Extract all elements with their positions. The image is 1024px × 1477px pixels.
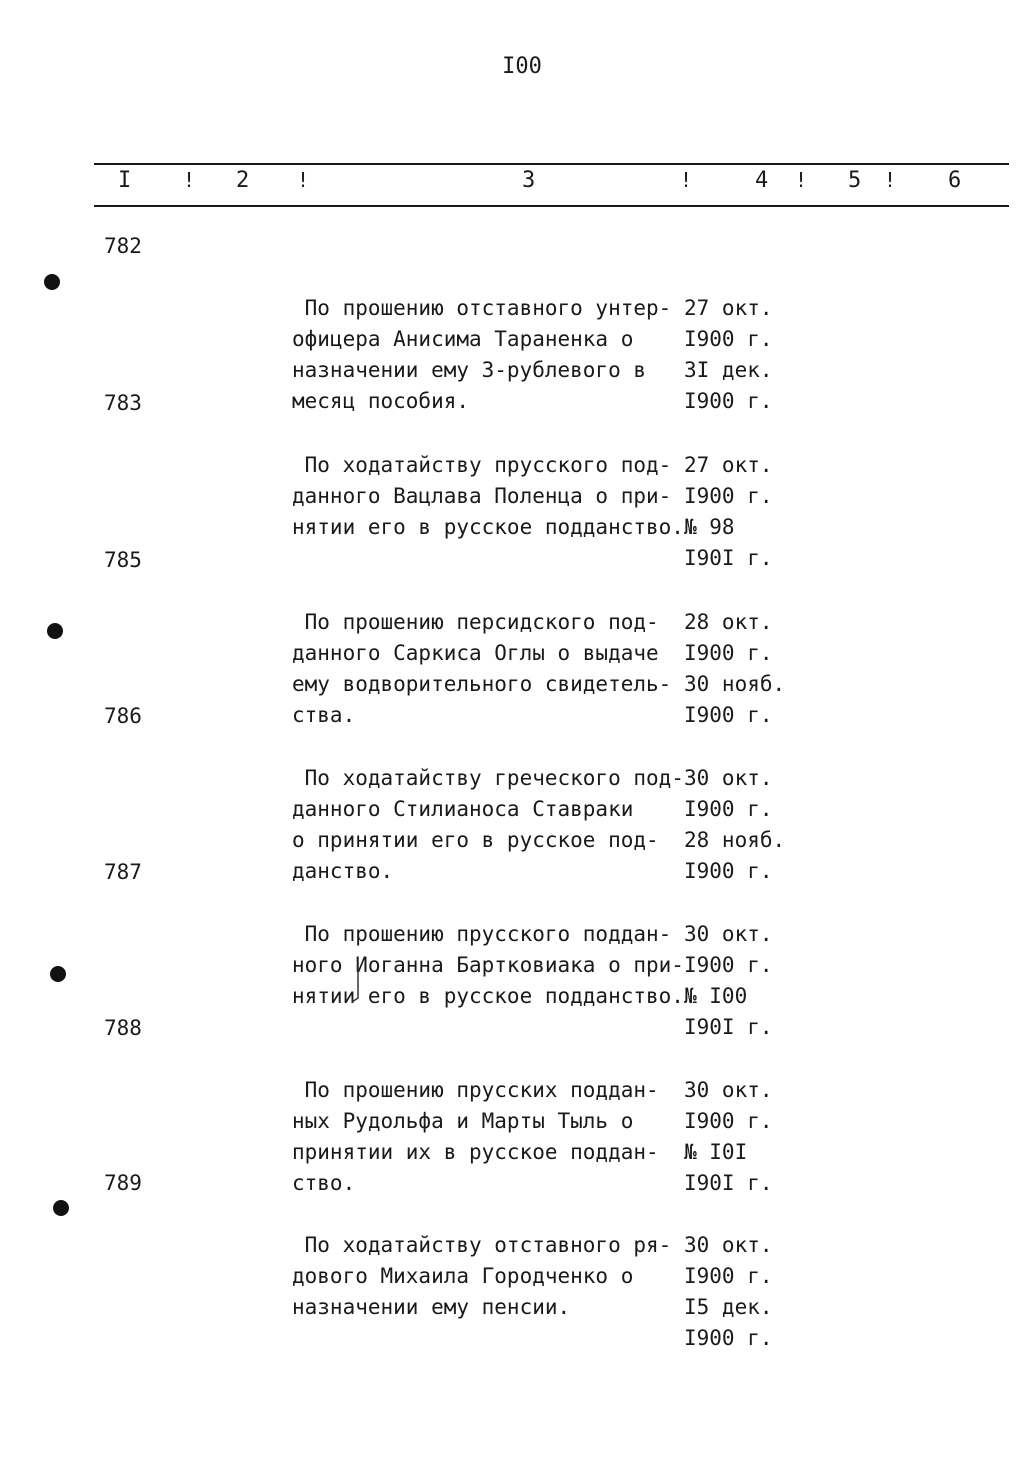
entry-number: 788 [104, 1016, 142, 1040]
entry-dates: 30 окт. I900 г. 28 нояб. I900 г. [684, 766, 786, 883]
entry-description: По прошению отставного унтер- офицера Анисима Тараненка о назначении ему 3-рублевого в месяц пособия. [292, 296, 672, 413]
column-separator: ! [183, 168, 196, 192]
entry-number: 789 [104, 1171, 142, 1195]
entry-dates: 27 окт. I900 г. 3I дек. I900 г. [684, 296, 773, 413]
entry-number: 782 [104, 234, 142, 258]
column-header-6: 6 [948, 168, 962, 193]
column-separator: ! [297, 168, 310, 192]
entry-number: 783 [104, 391, 142, 415]
entry-description: По прошению персидского под- данного Саркиса Оглы о выдаче ему водворительного свидетель- ства. [292, 610, 672, 727]
entry-description: По ходатайству греческого под- данного Стилианоса Ставраки о принятии его в русское под- данство. [292, 766, 684, 883]
entry-dates: 30 окт. I900 г. I5 дек. I900 г. [684, 1233, 773, 1350]
entry-number: 786 [104, 704, 142, 728]
entry-dates: 28 окт. I900 г. 30 нояб. I900 г. [684, 610, 786, 727]
punch-hole [44, 274, 60, 290]
pencil-mark [348, 960, 368, 1004]
entry-description: По ходатайству отставного ря- дового Михаила Городченко о назначении ему пенсии. [292, 1233, 672, 1319]
column-separator: ! [795, 168, 808, 192]
entry-description: По прошению прусского поддан- ного Иоганна Бартковиака о при- нятии его в русское подданство. [292, 922, 684, 1008]
entry-description: По ходатайству прусского под- данного Вацлава Поленца о при- нятии его в русское подданство. [292, 453, 684, 539]
entry-number: 787 [104, 860, 142, 884]
page-number: I00 [502, 54, 542, 79]
entry-number: 785 [104, 548, 142, 572]
header-bottom-rule [94, 205, 1009, 207]
entry-description: По прошению прусских поддан- ных Рудольфа и Марты Тыль о принятии их в русское поддан- ство. [292, 1078, 659, 1195]
header-top-rule [94, 163, 1009, 165]
column-header-2: 2 [236, 168, 250, 193]
entry-dates: 27 окт. I900 г. № 98 I90I г. [684, 453, 773, 570]
column-header-4: 4 [755, 168, 769, 193]
column-separator: ! [680, 168, 693, 192]
table-row [0, 1168, 1024, 1350]
entry-dates: 30 окт. I900 г. № I0I I90I г. [684, 1078, 773, 1195]
entry-dates: 30 окт. I900 г. № I00 I90I г. [684, 922, 773, 1039]
column-header-5: 5 [848, 168, 862, 193]
column-separator: ! [884, 168, 897, 192]
punch-hole [53, 1200, 69, 1216]
punch-hole [47, 623, 63, 639]
table-header [0, 168, 1024, 200]
punch-hole [50, 966, 66, 982]
column-header-1: I [118, 168, 132, 193]
column-header-3: 3 [522, 168, 536, 193]
